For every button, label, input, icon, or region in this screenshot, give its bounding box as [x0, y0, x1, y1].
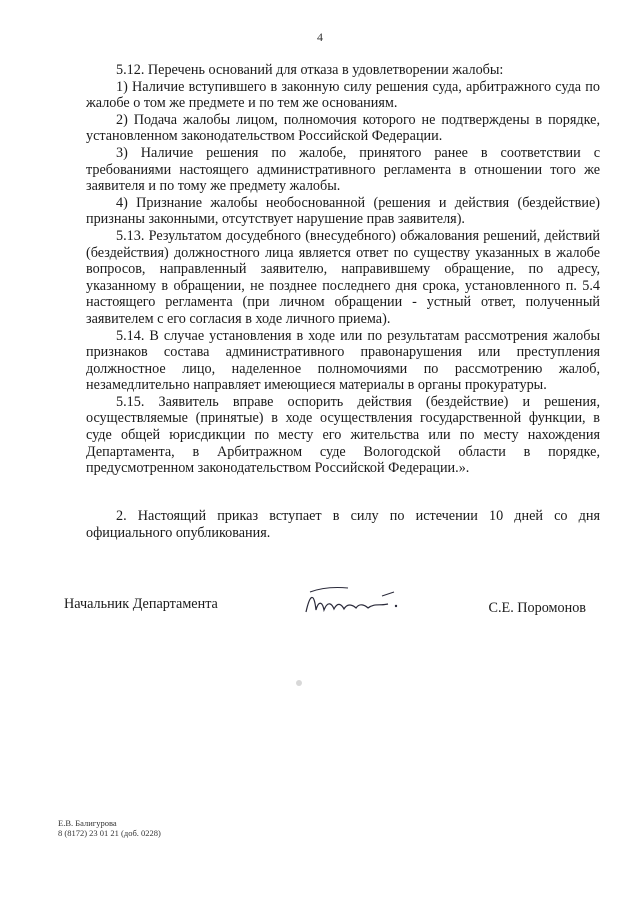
handwritten-signature	[296, 582, 406, 622]
signatory-position: Начальник Департамента	[64, 596, 218, 612]
paragraph-5-12-item-4: 4) Признание жалобы необоснованной (решения и действия (бездействие) признаны законными, отсутствует нарушение прав заявителя).	[86, 194, 600, 228]
paragraph-5-15: 5.15. Заявитель вправе оспорить действия (бездействие) и решения, осуществляемые (принятые) в ходе осуществления государственной функции, в суде общей юрисдикции по месту его жительства или по месту нахождения Департамента, в Арбитражном суде Вологодской области в порядке, предусмотренном законодательством Российской Федерации.».	[86, 393, 600, 477]
executor-footer	[58, 818, 161, 838]
paragraph-5-12-item-2: 2) Подача жалобы лицом, полномочия которого не подтверждены в порядке, установленном законодательством Российской Федерации.	[86, 111, 600, 145]
order-clause-text: 2. Настоящий приказ вступает в силу по истечении 10 дней со дня официального опубликования.	[86, 508, 600, 541]
paper-mark	[296, 680, 302, 686]
paragraph-5-12-item-3: 3) Наличие решения по жалобе, принятого ранее в соответствии с требованиями настоящего административного регламента в отношении того же заявителя и по тому же предмету жалобы.	[86, 144, 600, 195]
executor-phone: 8 (8172) 23 01 21 (доб. 0228)	[58, 828, 161, 838]
paragraph-5-12-heading: 5.12. Перечень оснований для отказа в удовлетворении жалобы:	[116, 62, 504, 78]
regulation-text	[86, 62, 600, 477]
paragraph-5-12-item-1: 1) Наличие вступившего в законную силу решения суда, арбитражного суда по жалобе о том же предмете и по тем же основаниям.	[86, 78, 600, 112]
order-clause	[86, 508, 600, 541]
signature-block	[64, 596, 600, 626]
paragraph-5-13: 5.13. Результатом досудебного (внесудебного) обжалования решений, действий (бездействия) должностного лица является ответ по существу указанных в жалобе вопросов, направленный заявителю, направившему обращение, по адресу, указанному в обращении, не позднее последнего дня срока, установленного п. 5.4 настоящего регламента (при личном обращении - устный ответ, полученный заявителем с его согласия в ходе личного приема).	[86, 227, 600, 327]
page-number: 4	[317, 30, 323, 44]
executor-name: Е.В. Балигурова	[58, 818, 117, 828]
signatory-name: С.Е. Поромонов	[488, 600, 586, 616]
paragraph-5-14: 5.14. В случае установления в ходе или по результатам рассмотрения жалобы признаков состава административного правонарушения или преступления должностное лицо, наделенное полномочиями по рассмотрению жалоб, незамедлительно направляет имеющиеся материалы в органы прокуратуры.	[86, 327, 600, 394]
